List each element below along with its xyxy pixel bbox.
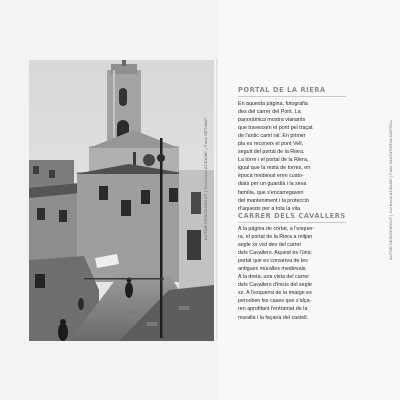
text-line: A la pàgina de cortat, a l'esquer-	[238, 226, 315, 232]
text-line: pla es reconeix el pont Vell,	[238, 141, 304, 148]
text-line: segle xx vist des del carrer	[238, 242, 302, 249]
church-tower-photo	[29, 60, 214, 341]
text-line: En aquesta pàgina, fotografia	[238, 101, 308, 107]
text-line: seguit del portal de la Riera.	[238, 149, 305, 156]
text-line: diats per un guardià i la seva	[238, 181, 307, 188]
text-line: època medieval eren custo-	[238, 173, 304, 180]
historical-photo	[29, 60, 214, 341]
text-line: de l'antic camí ral. En primer	[238, 133, 306, 140]
text-line: ren aprofitant l'entramat de la	[238, 306, 308, 313]
right-page	[218, 0, 400, 400]
text-line: que travessen el pont pel traçat	[238, 125, 313, 132]
text-line: xx. A l'esquerra de la imatge es	[238, 290, 312, 297]
text-line: dels Cavallers. Aquest és l'únic	[238, 250, 312, 257]
text-line: dels Cavallers d'inicis del segle	[238, 282, 312, 289]
text-line: del manteniment i la protecció	[238, 197, 309, 204]
text-line: igual que la resta de torres, en	[238, 165, 311, 172]
text-line: La torre i el portal de la Riera,	[238, 157, 309, 164]
text-line: des del carrer del Pont. La	[238, 109, 301, 116]
photo-credit-left: AUTOR DESCONEGUT | Col·lecció ACEAMC | Fons SETIMAT	[203, 117, 208, 240]
photo-credit-right: AUTOR DESCONEGUT | Col·lecció ACEAMC | Fons SANTATORSA CASTELL	[388, 119, 393, 260]
text-line: muralla i la façana del castell.	[238, 314, 309, 321]
section-title-portal-riera: PORTAL DE LA RIERA	[238, 86, 346, 97]
text-line: antigues muralles medievals.	[238, 266, 307, 273]
text-line: d'aquests per a tota la vila.	[238, 205, 302, 212]
section-title-carrer-cavallers: CARRER DELS CAVALLERS	[238, 212, 346, 223]
section-body-carrer-cavallers	[238, 225, 326, 322]
text-line: família, que s'encarregaven	[238, 189, 304, 196]
text-line: ra, el portal de la Riera a mitjan	[238, 234, 313, 241]
text-line: A la dreta, una vista del carrer	[238, 274, 309, 281]
text-line: panoràmica mostra vianants	[238, 117, 306, 124]
text-line: portal que es conserva de les	[238, 258, 308, 265]
text-line: perceben les cases que s'alça-	[238, 298, 312, 305]
section-body-portal-riera	[238, 100, 326, 213]
